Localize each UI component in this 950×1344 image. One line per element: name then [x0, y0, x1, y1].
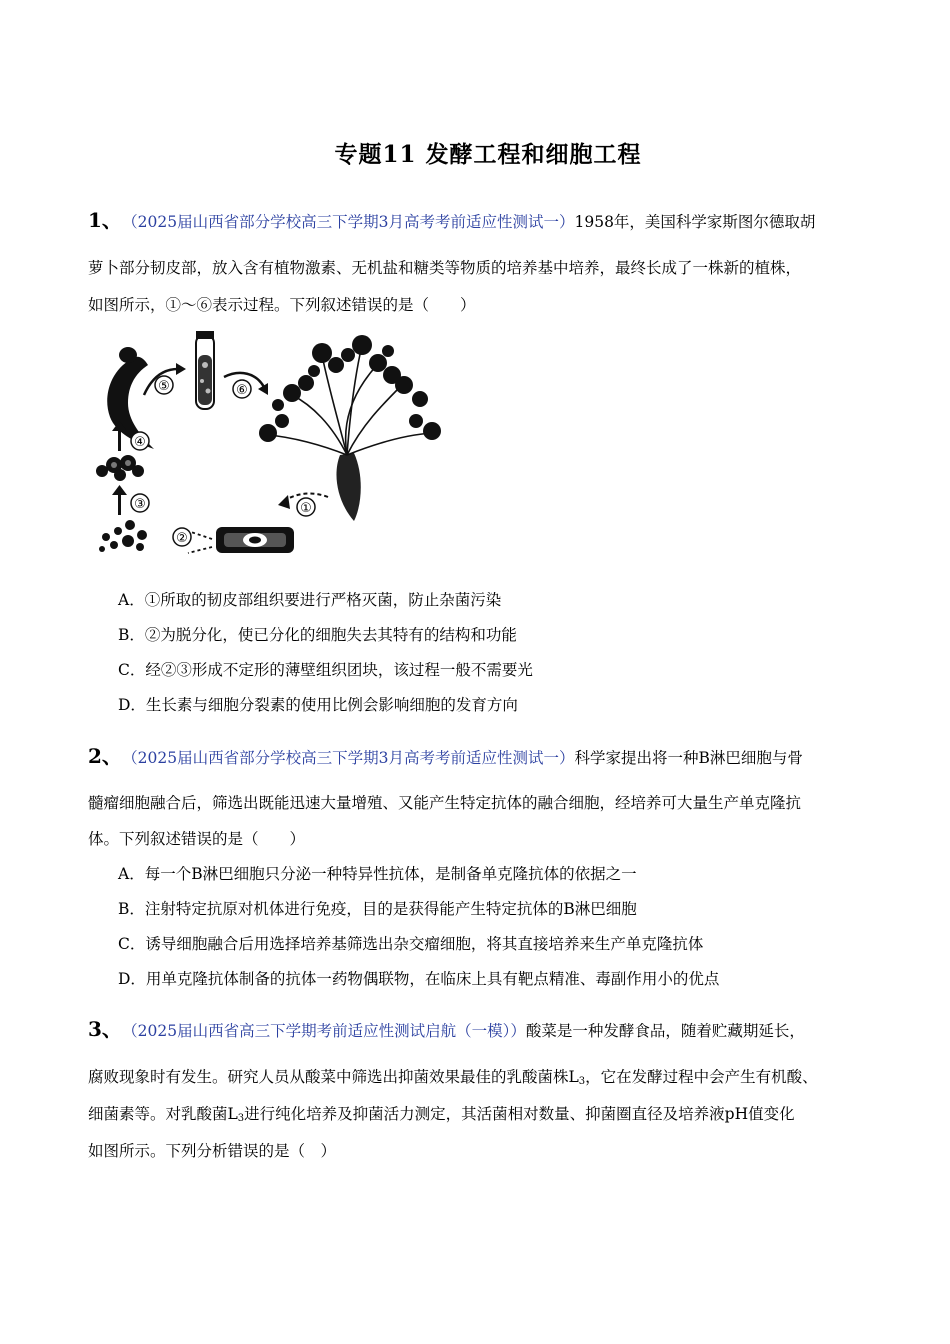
question-1-option-d: D．生长素与细胞分裂素的使用比例会影响细胞的发育方向	[118, 696, 518, 714]
question-2-option-b: B．注射特定抗原对机体进行免疫，目的是获得能产生特定抗体的B淋巴细胞	[118, 900, 637, 918]
question-3-text-3a: 细菌素等。对乳酸菌L	[88, 1105, 238, 1123]
question-2-line-3: 体。下列叙述错误的是（ ）	[88, 830, 306, 848]
question-1-line-1	[88, 204, 815, 233]
carrot-plant	[259, 335, 441, 521]
question-3-line-4: 如图所示。下列分析错误的是（ ）	[88, 1142, 337, 1160]
tissue-culture-figure	[92, 325, 472, 555]
question-1-number: 1、	[88, 208, 122, 232]
question-2-line-1	[88, 740, 803, 769]
question-2-line-2: 髓瘤细胞融合后，筛选出既能迅速大量增殖、又能产生特定抗体的融合细胞，经培养可大量生产单克隆抗	[88, 794, 802, 812]
question-1-line-2: 萝卜部分韧皮部，放入含有植物激素、无机盐和糖类等物质的培养基中培养，最终长成了一株新的植株，	[88, 259, 802, 277]
question-2-source: （2025届山西省部分学校高三下学期3月高考考前适应性测试一）	[129, 749, 575, 767]
question-2-number: 2、	[88, 744, 122, 768]
question-3-text-2b: ，它在发酵过程中会产生有机酸、	[585, 1068, 818, 1086]
question-1-source: （2025届山西省部分学校高三下学期3月高考考前适应性测试一）	[129, 213, 575, 231]
question-1-option-a: A．①所取的韧皮部组织要进行严格灭菌，防止杂菌污染	[118, 591, 502, 609]
question-2-option-c: C．诱导细胞融合后用选择培养基筛选出杂交瘤细胞，将其直接培养来生产单克隆抗体	[118, 935, 704, 953]
step-6-label: ⑥	[236, 383, 248, 398]
question-3-source: （2025届山西省高三下学期考前适应性测试启航（一模））	[129, 1022, 526, 1040]
page-title: 专题11 发酵工程和细胞工程	[334, 141, 642, 168]
question-2-text: 科学家提出将一种B淋巴细胞与骨	[574, 749, 803, 767]
callus-clump	[96, 455, 144, 481]
question-3-text-3b: 进行纯化培养及抑菌活力测定，其活菌相对数量、抑菌圈直径及培养液pH值变化	[244, 1105, 795, 1123]
question-3-line-3	[88, 1102, 795, 1124]
subscript-3: 3	[578, 1076, 586, 1087]
step-2-label: ②	[176, 531, 188, 546]
question-3-number: 3、	[88, 1017, 122, 1041]
question-1-option-c: C．经②③形成不定形的薄壁组织团块，该过程一般不需要光	[118, 661, 533, 679]
question-3-line-2	[88, 1065, 818, 1087]
question-1-text: 1958年，美国科学家斯图尔德取胡	[574, 213, 816, 231]
embryo-head	[119, 347, 137, 363]
question-2-option-d: D．用单克隆抗体制备的抗体一药物偶联物，在临床上具有靶点精准、毒副作用小的优点	[118, 970, 720, 988]
step-3-label: ③	[134, 497, 146, 512]
step-5-label: ⑤	[158, 379, 170, 394]
question-1-line-3: 如图所示，①～⑥表示过程。下列叙述错误的是（ ）	[88, 296, 476, 314]
question-3-text-2a: 腐败现象时有发生。研究人员从酸菜中筛选出抑菌效果最佳的乳酸菌株L	[88, 1068, 579, 1086]
subscript-3b: 3	[237, 1113, 245, 1124]
question-2-option-a: A．每一个B淋巴细胞只分泌一种特异性抗体，是制备单克隆抗体的依据之一	[118, 865, 637, 883]
question-3-text: 酸菜是一种发酵食品，随着贮藏期延长，	[525, 1022, 805, 1040]
step-4-label: ④	[134, 435, 146, 450]
question-1-option-b: B．②为脱分化，使已分化的细胞失去其特有的结构和功能	[118, 626, 517, 644]
single-cells	[99, 520, 147, 552]
question-3-line-1	[88, 1013, 805, 1042]
step-1-label: ①	[300, 501, 312, 516]
